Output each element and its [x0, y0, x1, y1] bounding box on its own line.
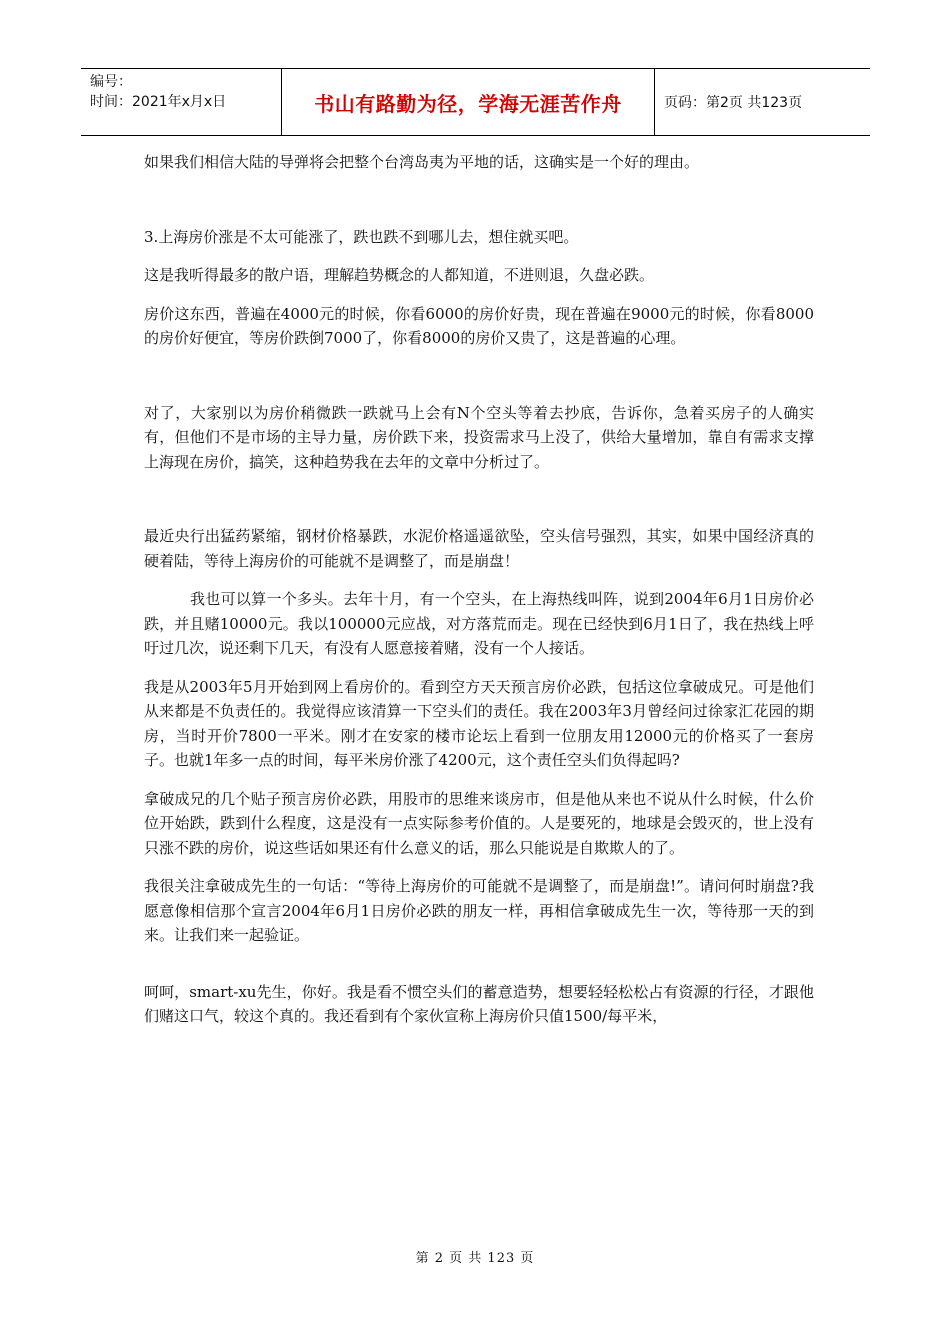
paragraph: 房价这东西，普遍在4000元的时候，你看6000的房价好贵，现在普遍在9000元的时候，你看8000的房价好便宜，等房价跌倒7000了，你看8000的房价又贵了，这是普遍的心理。 [144, 304, 814, 347]
page-header [81, 68, 870, 136]
paragraph: 拿破成兄的几个贴子预言房价必跌，用股市的思维来谈房市，但是他从来也不说从什么时候，什么价位开始跌，跌到什么程度，这是没有一点实际参考价值的。人是要死的，地球是会毁灭的，世上没有只涨不跌的房价，说这些话如果还有什么意义的话，那么只能说是自欺欺人的了。 [144, 789, 814, 857]
spacer [144, 189, 814, 225]
spacer [144, 488, 814, 524]
paragraph: 我是从2003年5月开始到网上看房价的。看到空方天天预言房价必跌，包括这位拿破成兄。可是他们从来都是不负责任的。我觉得应该清算一下空头们的责任。我在2003年3月曾经问过徐家汇花园的期房，当时开价7800一平米。刚才在安家的楼市论坛上看到一位朋友用12000元的价格买了一套房子。也就1年多一点的时间，每平米房价涨了4200元，这个责任空头们负得起吗? [144, 677, 814, 769]
paragraph: 这是我听得最多的散户语，理解趋势概念的人都知道，不进则退，久盘必跌。 [144, 266, 655, 284]
document-number-label: 编号： [90, 74, 132, 90]
spacer [144, 365, 814, 401]
paragraph: 对了，大家别以为房价稍微跌一跌就马上会有N个空头等着去抄底，告诉你，急着买房子的人确实有，但他们不是市场的主导力量，房价跌下来，投资需求马上没了，供给大量增加，靠自有需求支撑上海现在房价，搞笑，这种趋势我在去年的文章中分析过了。 [144, 403, 814, 471]
paragraph: 我很关注拿破成先生的一句话：“等待上海房价的可能就不是调整了，而是崩盘!”。请问何时崩盘?我愿意像相信那个宣言2004年6月1日房价必跌的朋友一样，再相信拿破成先生一次，等待那一天的到来。让我们来一起验证。 [144, 877, 814, 944]
paragraph: 3.上海房价涨是不太可能涨了，跌也跌不到哪儿去，想住就买吧。 [144, 227, 579, 246]
paragraph: 最近央行出猛药紧缩，钢材价格暴跌，水泥价格遥遥欲坠，空头信号强烈，其实，如果中国经济真的硬着陆，等待上海房价的可能就不是调整了，而是崩盘！ [144, 527, 814, 570]
spacer [144, 962, 814, 980]
header-motto: 书山有路勤为径，学海无涯苦作舟 [282, 69, 655, 135]
page-footer: 第 2 页 共 123 页 [415, 1251, 535, 1266]
document-body [144, 150, 814, 1043]
header-meta-cell [81, 69, 282, 135]
paragraph: 呵呵，smart-xu先生，你好。我是看不惯空头们的蓄意造势，想要轻轻松松占有资源的行径，才跟他们赌这口气，较这个真的。我还看到有个家伙宣称上海房价只值1500/每平米， [144, 982, 814, 1025]
document-date: 时间：2021年x月x日 [90, 94, 227, 110]
header-page-info: 页码：第2页 共123页 [664, 95, 803, 111]
paragraph: 如果我们相信大陆的导弹将会把整个台湾岛夷为平地的话，这确实是一个好的理由。 [144, 153, 700, 171]
paragraph: 我也可以算一个多头。去年十月，有一个空头，在上海热线叫阵，说到2004年6月1日房价必跌，并且赌10000元。我以100000元应战，对方落荒而走。现在已经快到6月1日了，我在热线上呼吁过几次，说还剩下几天，有没有人愿意接着赌，没有一个人接话。 [144, 590, 814, 657]
